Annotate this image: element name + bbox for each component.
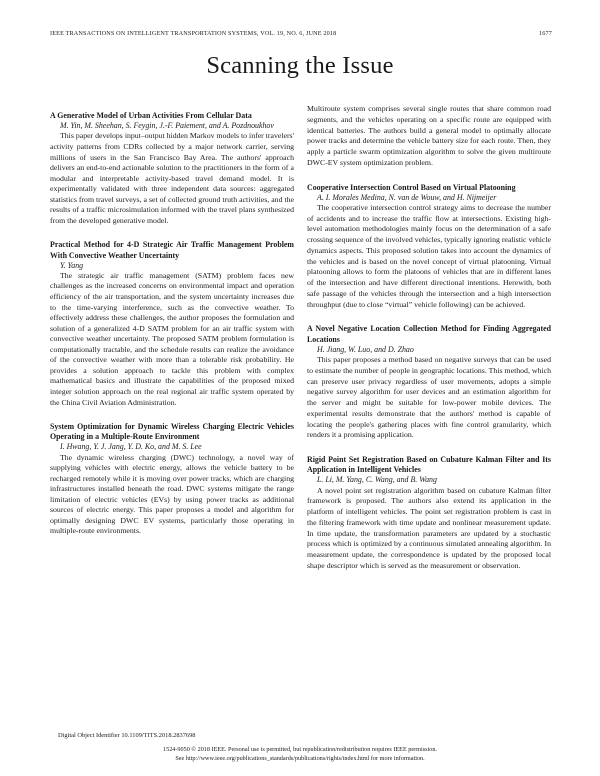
article-authors: H. Jiang, W. Luo, and D. Zhao <box>317 344 414 354</box>
article-title: System Optimization for Dynamic Wireless Charging Electric Vehicles Operating in a Multiple-Route Environment <box>50 422 294 442</box>
article-abstract-continued: Multiroute system comprises several single routes that share common road segments, and the vehicles operating on a specific route are equipped with identical batteries. The authors build a general model to optimally allocate power tracks and determine the vehicle battery size for each route. Then, they apply a particle swarm optimization algorithm to solve the given multiroute DWC-EV system optimization problem. <box>307 104 551 167</box>
right-column <box>307 104 551 586</box>
article-continuation <box>307 104 551 169</box>
article-abstract: A novel point set registration algorithm based on cubature Kalman filter framework is proposed. The authors also extend its application in the platform of intelligent vehicles. The point set registration problem is cast in the filtering framework with time update and nonlinear measurement update. In time update, the transformation parameters are updated by a stochastic process which is optimized by a continuous simulated annealing algorithm. In measurement update, the correspondence is updated by the proposed local shape descriptor which is served as the measurement or observation. <box>307 485 551 570</box>
article-abstract: The dynamic wireless charging (DWC) technology, a novel way of supplying vehicles with electric energy, allows the vehicle battery to be recharged remotely while it is moving over power tracks, which are charging infrastructures installed beneath the road. DWC systems mitigate the range limitation of electric vehicles (EVs) by using power tracks as additional sources of electric energy. This paper proposes a model and algorithm for optimally designing DWC EV systems, particularly those operating in multiple-route environments. <box>50 452 294 536</box>
article <box>307 324 551 441</box>
article-abstract: The strategic air traffic management (SATM) problem faces new challenges as the increased concerns on environmental impact and operation efficiency of the air transportation, and the system uncertainty increases due to the time-varying interference, such as the convective weather. To effectively address these challenges, the author proposes the formulation and solution of a generalized 4-D SATM problem for an air traffic system with convective weather uncertainty. The proposed SATM problem formulation is computationally tractable, and the schedule results can realize the avoidance of the convective weather with more than a tolerable risk probability. He provides a solution approach to tackle this problem with complex mathematical basics and illustrate the capabilities of the proposed mixed integer solution approach on the real regional air traffic system operated by the China Civil Aviation Administration. <box>50 270 294 407</box>
article-abstract: This paper proposes a method based on negative surveys that can be used to estimate the number of people in geographic locations. This method, which can preserve user privacy regardless of user movements, adopts a simple negative survey algorithm for user devices and an estimation algorithm for the server and might be suitable for low-power mobile devices. The experimental results demonstrate that the authors' method is capable of locating the people's gathering places with fine control granularity, which renders it a promising application. <box>307 355 551 440</box>
article <box>50 240 294 408</box>
running-head <box>50 30 552 40</box>
article-title: Rigid Point Set Registration Based on Cubature Kalman Filter and Its Application in Intelligent Vehicles <box>307 455 551 475</box>
left-column <box>50 111 294 551</box>
article-abstract: This paper develops input–output hidden Markov models to infer travelers' activity patterns from CDRs collected by a major network carrier, serving millions of users in the San Francisco Bay Area. The authors' approach delivers an end-to-end actionable solution to the practitioners in the form of a modular and interpretable activity-based travel demand model. It is experimentally validated with three independent data sources: aggregated statistics from travel surveys, a set of collected ground truth activities, and the results of a traffic microsimulation informed with the travel plans synthesized from the developed generative model. <box>50 131 294 225</box>
rights-link-line: See http://www.ieee.org/publications_standards/publications/rights/index.html for more information. <box>175 755 425 762</box>
copyright-footer <box>0 745 600 763</box>
article-title: Cooperative Intersection Control Based on Virtual Platooning <box>307 182 516 192</box>
doi-note: Digital Object Identifier 10.1109/TITS.2018.2837698 <box>58 732 196 739</box>
journal-name: IEEE TRANSACTIONS ON INTELLIGENT TRANSPORTATION SYSTEMS, VOL. 19, NO. 6, JUNE 2018 <box>50 30 337 37</box>
article-authors: I. Hwang, Y. J. Jang, Y. D. Ko, and M. S. Lee <box>60 442 202 452</box>
page-number: 1677 <box>539 30 552 37</box>
page-title: Scanning the Issue <box>206 52 394 79</box>
article <box>50 111 294 226</box>
article-title: Practical Method for 4-D Strategic Air Traffic Management Problem With Convective Weather Uncertainty <box>50 240 294 260</box>
article-abstract: The cooperative intersection control strategy aims to decrease the number of accidents and to increase the traffic flow at intersections. Existing high-level automation methodologies mainly focus on the determination of a safe crossing sequence of the involved vehicles, typically ignoring realistic vehicle dynamics aspects. This proposed solution takes into account the dynamics of the vehicles and is based on the novel concept of virtual platooning. Virtual platooning allows to form the platoons of vehicles that are in different lanes of the intersection and have different directional intentions. Herewith, both safe passage of the vehicles through the intersection and a high intersection throughput (due to close “virtual” vehicle following) can be achieved. <box>307 202 551 309</box>
article-title: A Generative Model of Urban Activities From Cellular Data <box>50 111 252 120</box>
article-authors: M. Yin, M. Sheehan, S. Feygin, J.-F. Paiement, and A. Pozdnoukhov <box>60 121 274 131</box>
article <box>307 455 551 572</box>
article <box>307 183 551 311</box>
article-authors: A. I. Morales Medina, N. van de Wouw, and H. Nijmeijer <box>317 192 497 202</box>
article <box>50 422 294 537</box>
article-title: A Novel Negative Location Collection Method for Finding Aggregated Locations <box>307 324 551 344</box>
article-authors: L. Li, M. Yang, C. Wang, and B. Wang <box>317 475 437 485</box>
copyright-line: 1524-9050 © 2018 IEEE. Personal use is permitted, but republication/redistribution requires IEEE permission. <box>163 746 437 753</box>
article-authors: Y. Yang <box>60 260 84 270</box>
